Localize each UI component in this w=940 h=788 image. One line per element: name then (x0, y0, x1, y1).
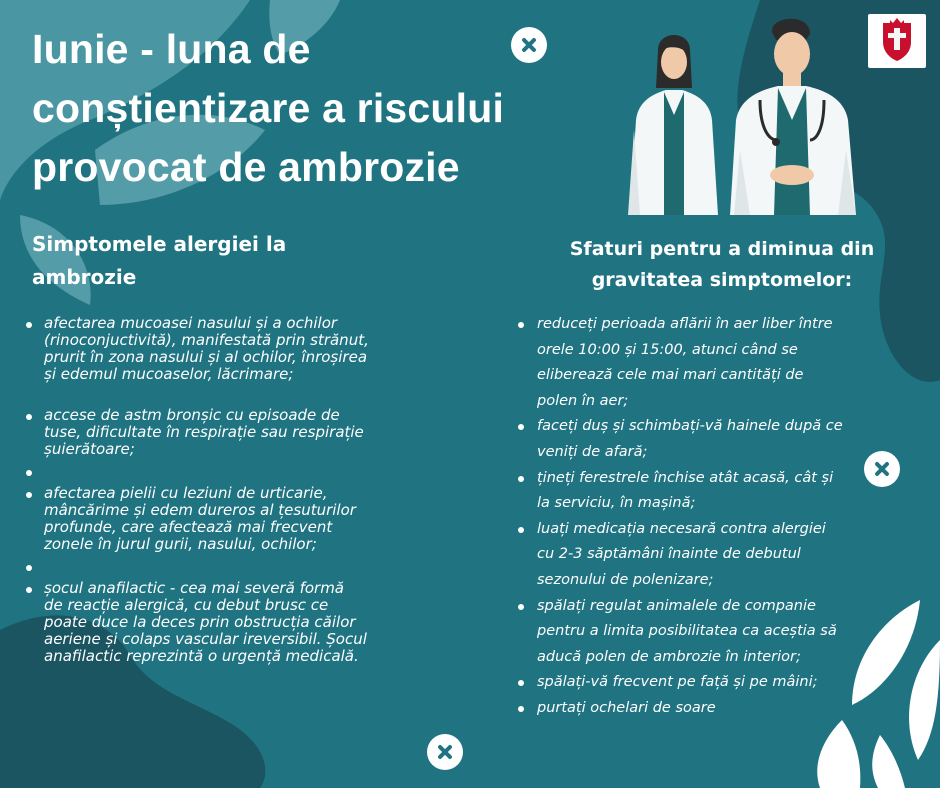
list-item (513, 312, 873, 414)
heading-line: Sfaturi pentru a diminua din (569, 238, 875, 260)
list-item-text: (rinoconjuctivită), manifestată prin strănut, (44, 331, 369, 349)
list-item-text: eliberează cele mai mari cantități de (537, 367, 804, 384)
bullet-icon (26, 587, 32, 593)
list-item-text: mâncărime și edem dureros al țesuturilor (44, 501, 356, 519)
title-line: provocat de ambrozie (32, 144, 460, 190)
list-item (513, 594, 873, 671)
list-item-text: tuse, dificultate în respirație sau respirație (44, 423, 364, 441)
list-item (22, 407, 422, 458)
doctor-woman (628, 35, 718, 215)
list-item (22, 485, 422, 553)
list-item (22, 315, 422, 383)
list-item-text: la serviciu, în mașină; (537, 495, 696, 512)
list-item (513, 414, 873, 465)
list-item-text: spălați-vă frecvent pe față și pe mâini; (537, 674, 818, 691)
plus-circle-icon (427, 734, 463, 770)
list-item (513, 517, 873, 594)
list-item (22, 463, 422, 480)
list-item-text: șocul anafilactic - cea mai severă formă (44, 579, 344, 597)
list-item-text: accese de astm bronșic cu episoade de (44, 406, 340, 424)
list-item-text: purtați ochelari de soare (537, 699, 716, 716)
list-item-text: afectarea mucoasei nasului și a ochilor (44, 314, 338, 332)
bullet-icon (26, 492, 32, 498)
title-line: conștientizare a riscului (32, 85, 505, 131)
symptoms-list (22, 315, 422, 665)
list-item-text: zonele în jurul gurii, nasului, ochilor; (44, 535, 317, 553)
list-item-text: și edemul mucoaselor, lăcrimare; (44, 365, 294, 383)
symptoms-heading (32, 228, 362, 294)
list-item-text: anafilactic reprezintă o urgență medicală. (44, 647, 359, 665)
doctor-man (730, 19, 856, 215)
list-item-text: veniți de afară; (537, 443, 648, 460)
list-item-text: spălați regulat animalele de companie (537, 597, 816, 614)
heading-line: ambrozie (32, 265, 137, 289)
bullet-icon (518, 604, 524, 610)
heading-line: gravitatea simptomelor: (591, 269, 853, 291)
list-item-text: reduceți perioada aflării în aer liber între (537, 316, 833, 332)
list-item-text: afectarea pielii cu leziuni de urticarie, (44, 484, 328, 502)
list-item-text: sezonului de polenizare; (537, 571, 714, 588)
bullet-icon (518, 322, 524, 328)
list-item (513, 696, 873, 722)
tips-heading (520, 234, 924, 296)
doctors-illustration (610, 10, 900, 220)
list-item-text: țineți ferestrele închise atât acasă, cât și (537, 469, 834, 486)
bullet-icon (26, 565, 32, 571)
list-item-text: aeriene și colaps vascular ireversibil. Șocul (44, 630, 367, 648)
list-item-text: faceți duș și schimbați-vă hainele după ce (537, 418, 843, 435)
list-item-text: prurit în zona nasului și al ochilor, înroșirea (44, 348, 368, 366)
list-item (513, 466, 873, 517)
list-item-text: profunde, care afectează mai frecvent (44, 518, 333, 536)
bullet-icon (518, 527, 524, 533)
list-item-text: polen în aer; (537, 392, 629, 409)
list-item-text: cu 2-3 săptămâni înainte de debutul (537, 546, 801, 563)
list-item (22, 580, 422, 665)
list-item-text: aducă polen de ambrozie în interior; (537, 648, 801, 665)
title-line: Iunie - luna de (32, 26, 311, 72)
bullet-icon (518, 424, 524, 430)
bullet-icon (26, 322, 32, 328)
heading-line: Simptomele alergiei la (32, 232, 287, 256)
plus-circle-icon (511, 27, 547, 63)
bullet-icon (26, 414, 32, 420)
list-item-text: orele 10:00 și 15:00, atunci când se (537, 341, 798, 358)
list-item-text: pentru a limita posibilitatea ca aceștia să (537, 623, 837, 640)
list-item (22, 558, 422, 575)
list-item-text: poate duce la deces prin obstrucția căilor (44, 613, 356, 631)
list-item-text: de reacție alergică, cu debut brusc ce (44, 596, 329, 614)
list-item (513, 670, 873, 696)
bullet-icon (518, 476, 524, 482)
bullet-icon (518, 680, 524, 686)
list-item-text: luați medicația necesară contra alergiei (537, 520, 826, 537)
tips-list (513, 312, 873, 722)
list-item-text: șuierătoare; (44, 440, 135, 458)
bullet-icon (518, 706, 524, 712)
bullet-icon (26, 470, 32, 476)
